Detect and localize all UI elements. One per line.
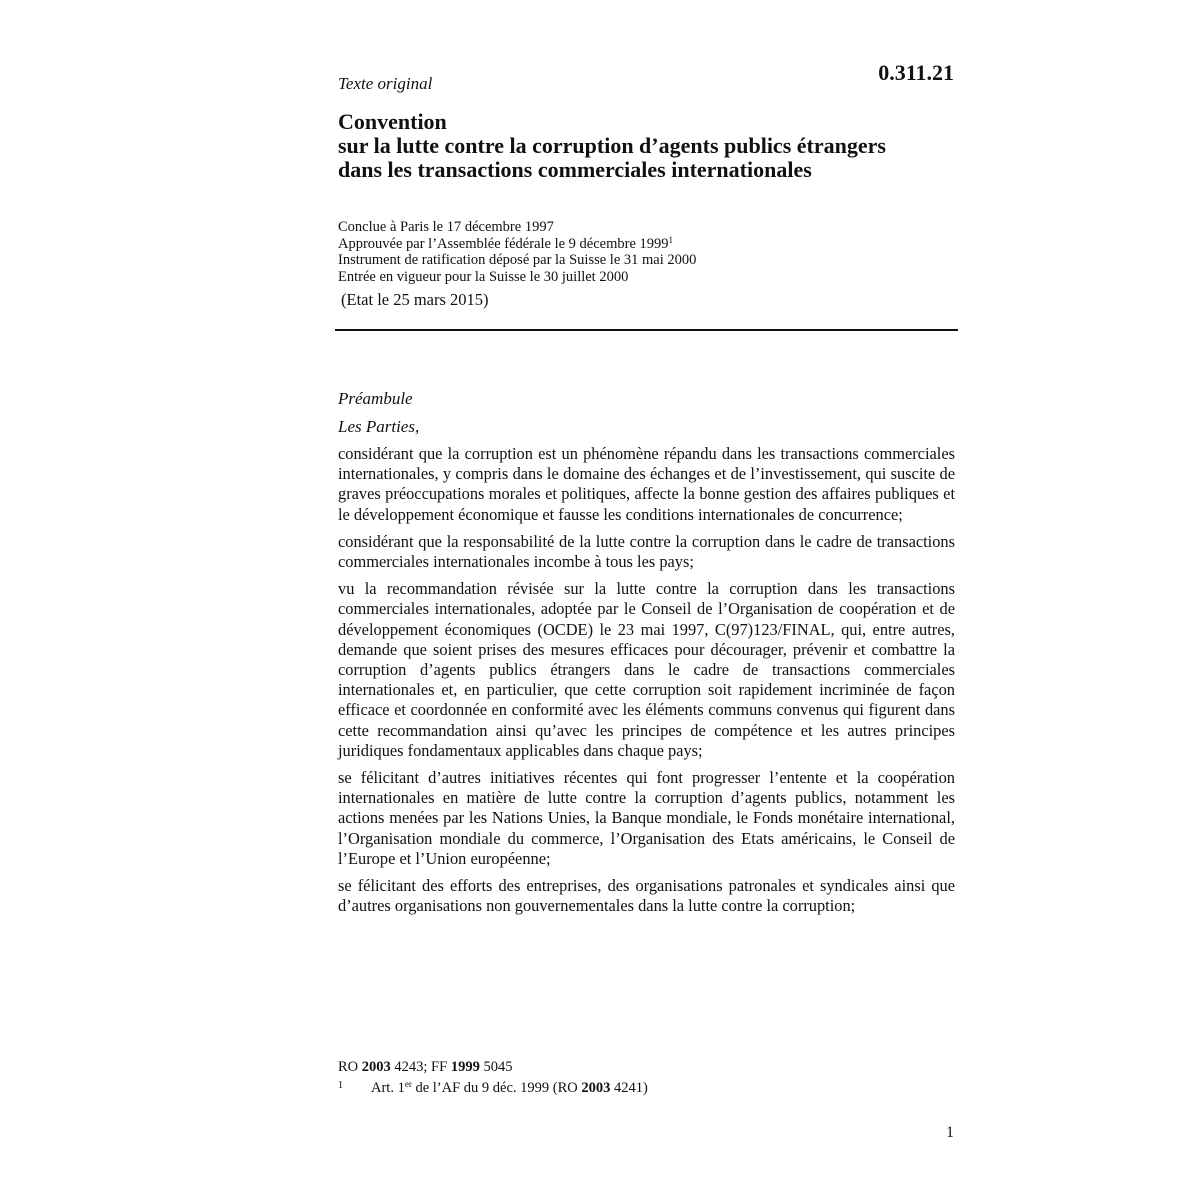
page-number: 1	[946, 1124, 954, 1141]
meta-approuvee-line	[338, 236, 696, 253]
meta-instrument: Instrument de ratification déposé par la Suisse le 31 mai 2000	[338, 252, 697, 268]
preambule-heading: Préambule	[338, 389, 413, 408]
etat-date: (Etat le 25 mars 2015)	[341, 290, 489, 309]
parties-heading: Les Parties,	[338, 417, 420, 436]
title-line-1: Convention	[338, 109, 447, 134]
meta-conclue: Conclue à Paris le 17 décembre 1997	[338, 219, 554, 235]
footnote-ref-1[interactable]: 1	[668, 234, 674, 245]
meta-approuvee: Approuvée par l’Assemblée fédérale le 9 décembre 1999	[338, 235, 669, 252]
title-line-3: dans les transactions commerciales internationales	[338, 157, 812, 182]
preamble-paragraph-1: considérant que la corruption est un phénomène répandu dans les transactions commerciales internationales, y compris dans le domaine des échanges et de l’investissement, qui suscite de graves préoccupations morales et politiques, affecte la bonne gestion des affaires publiques et le développement économique et fausse les conditions internationales de concurrence;	[338, 444, 955, 524]
preamble-paragraph-5: se félicitant des efforts des entreprises, des organisations patronales et syndicales ainsi que d’autres organisations non gouvernementales dans la lutte contre la corruption;	[338, 876, 955, 916]
title-line-2: sur la lutte contre la corruption d’agents publics étrangers	[338, 133, 886, 158]
header-divider	[335, 329, 958, 331]
preamble-paragraph-2: considérant que la responsabilité de la lutte contre la corruption dans le cadre de transactions commerciales internationales incombe à tous les pays;	[338, 531, 955, 572]
footnote-number: 1	[338, 1080, 343, 1091]
texte-original-label: Texte original	[338, 74, 433, 93]
preamble-paragraph-4: se félicitant d’autres initiatives récentes qui font progresser l’entente et la coopération internationales en matière de lutte contre la corruption d’agents publics, notamment les actions menées par les Nations Unies, la Banque mondiale, le Fonds monétaire international, l’Organisation mondiale du commerce, l’Organisation des Etats américains, le Conseil de l’Europe et l’Union européenne;	[338, 768, 955, 868]
publication-reference: RO 2003 4243; FF 1999 5045	[338, 1059, 513, 1075]
footnote-1: 1 Art. 1er de l’AF du 9 déc. 1999 (RO 2003 4241)	[338, 1079, 648, 1096]
preamble-body	[338, 444, 955, 923]
document-title	[338, 110, 978, 182]
conclusion-metadata	[338, 219, 696, 285]
document-number: 0.311.21	[878, 60, 954, 85]
preamble-paragraph-3: vu la recommandation révisée sur la lutte contre la corruption dans les transactions commerciales internationales, adoptée par le Conseil de l’Organisation de coopération et de développement économiques (OCDE) le 23 mai 1997, C(97)123/FINAL, qui, entre autres, demande que soient prises des mesures efficaces pour décourager, prévenir et combattre la corruption d’agents publics étrangers dans le cadre de transactions commerciales internationales et, en particulier, que cette corruption soit rapidement incriminée de façon efficace et coordonnée en conformité avec les éléments communs convenus qui figurent dans cette recommandation ainsi qu’avec les principes de compétence et les autres principes juridiques fondamentaux applicables dans chaque pays;	[338, 579, 955, 760]
meta-entree: Entrée en vigueur pour la Suisse le 30 juillet 2000	[338, 268, 629, 285]
